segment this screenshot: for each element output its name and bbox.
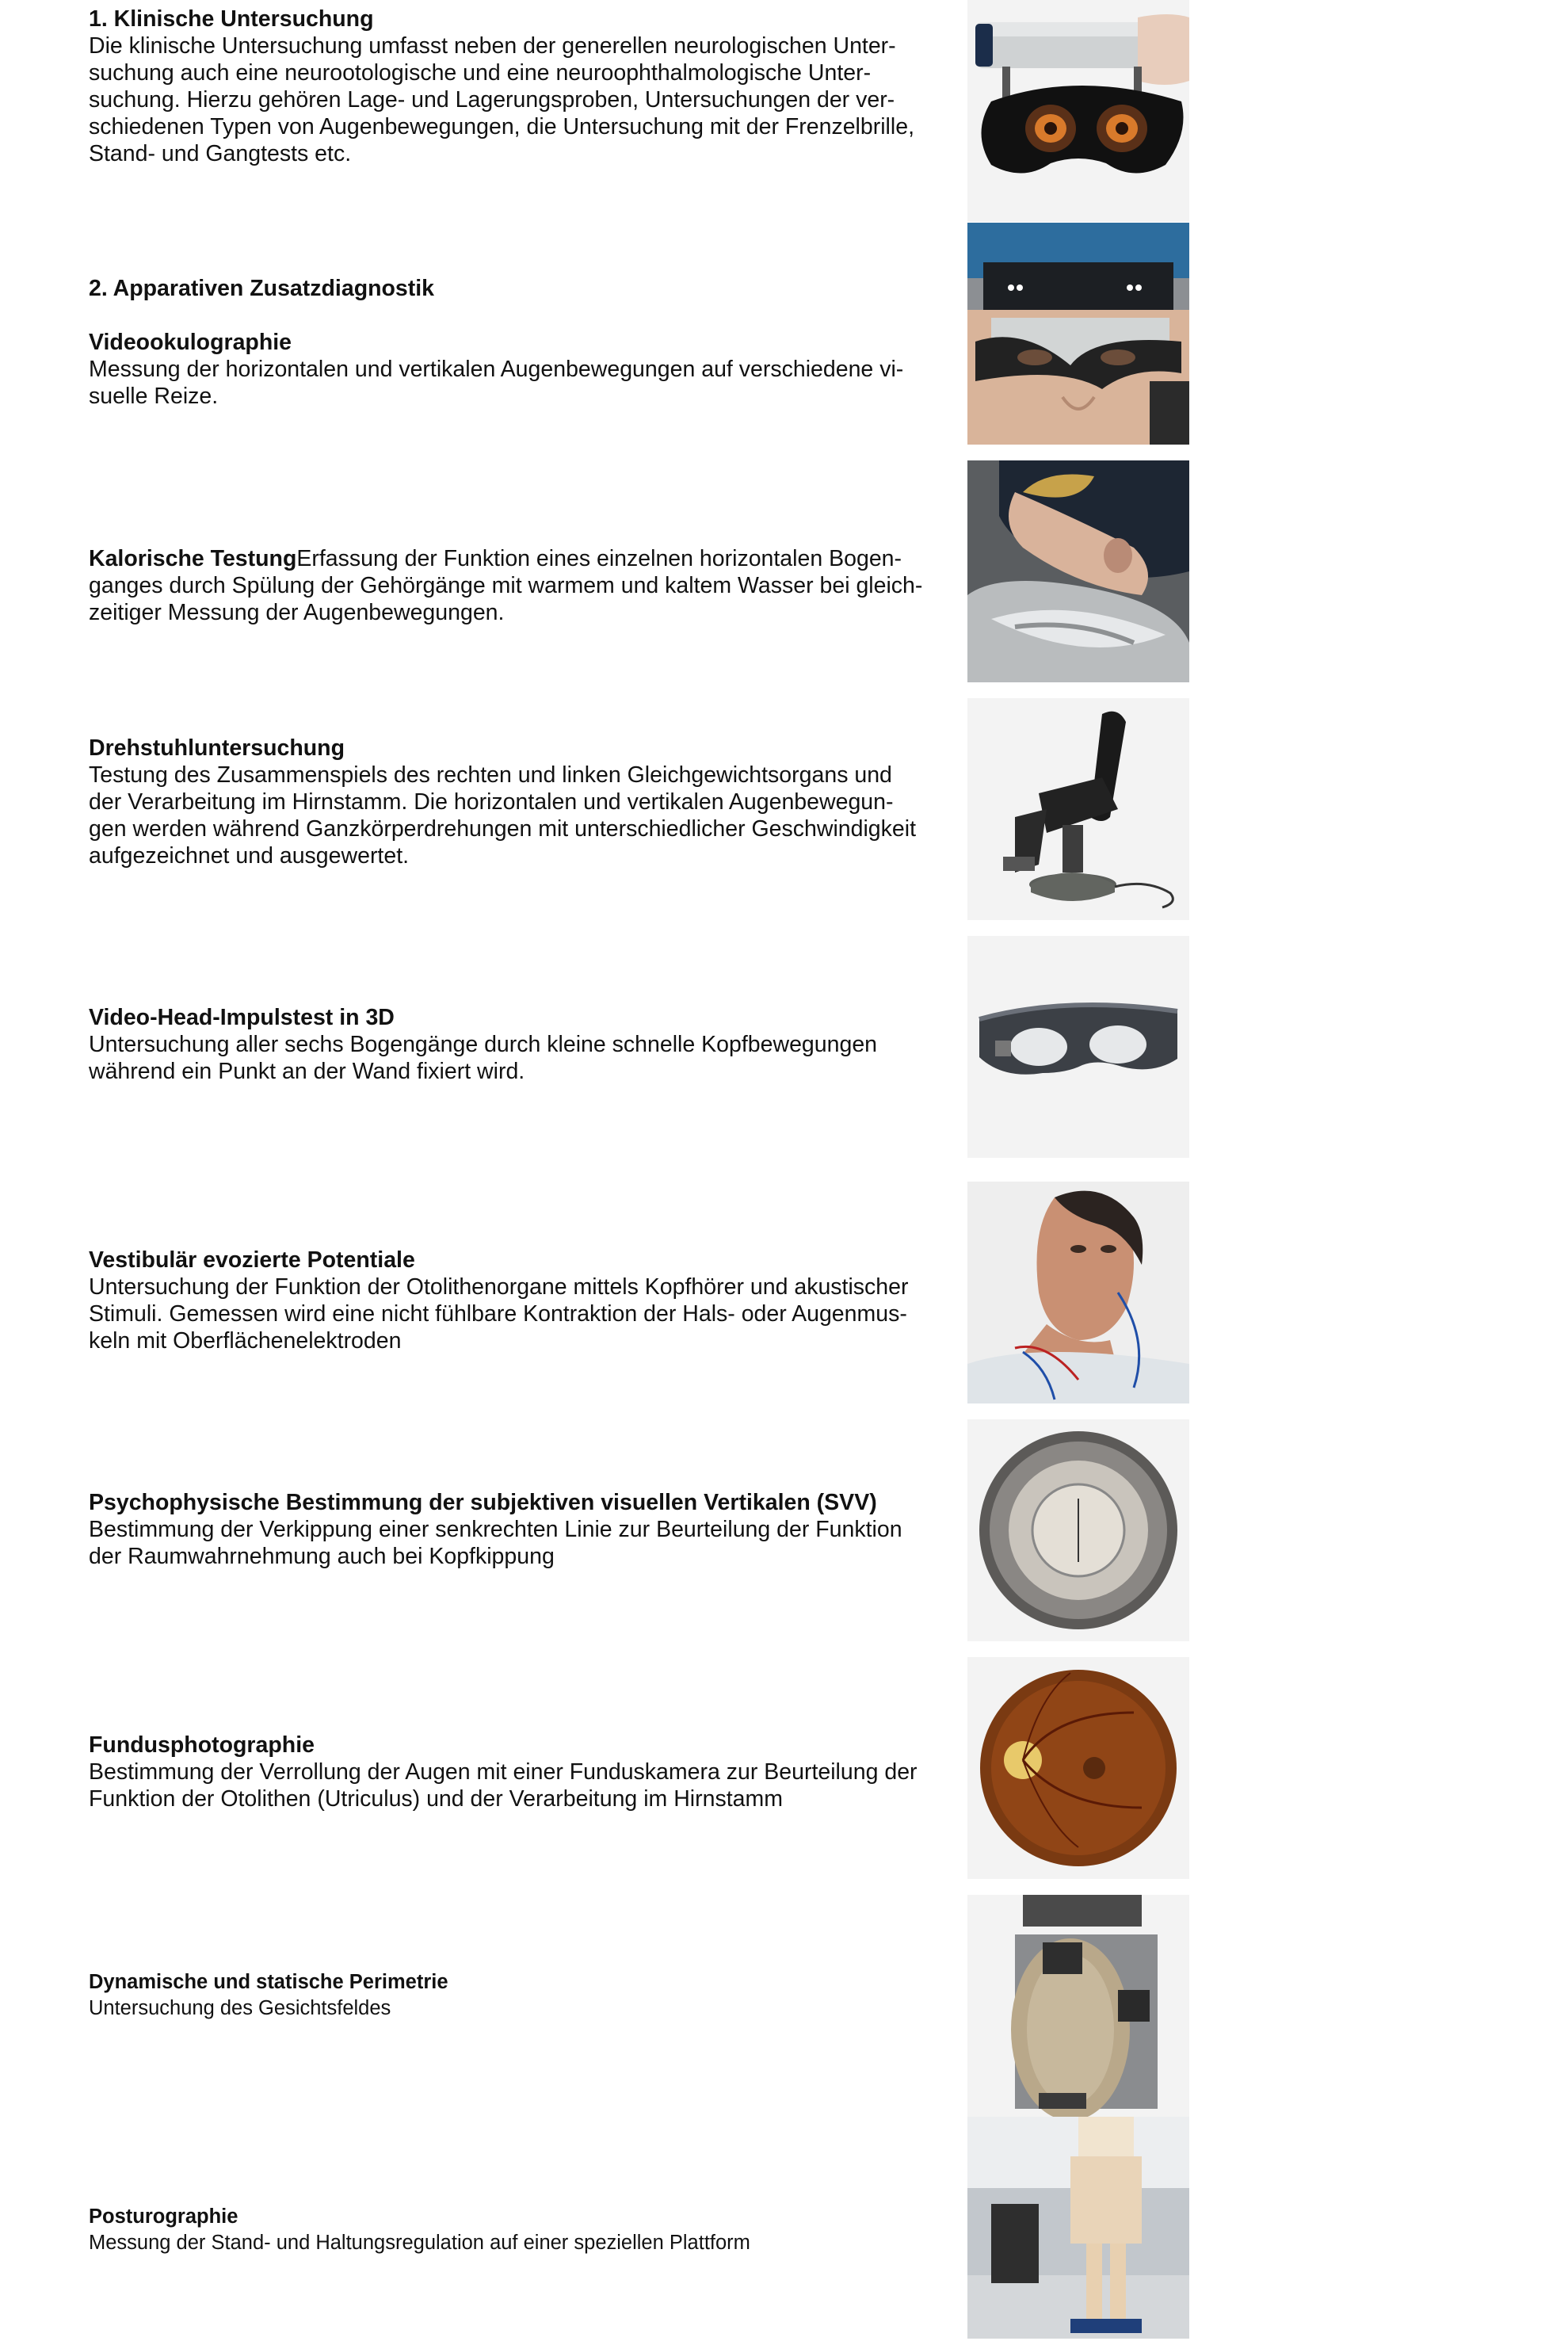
subsection-heading: Videookulographie bbox=[89, 330, 292, 355]
section-heading: Vestibulär evozierte Potentiale bbox=[89, 1247, 415, 1273]
section-text: Messung der Stand- und Haltungsregulation auf einer speziellen Plattform bbox=[89, 2232, 750, 2254]
section-heading: 1. Klinische Untersuchung bbox=[89, 6, 374, 32]
section-heading: Drehstuhluntersuchung bbox=[89, 735, 345, 761]
section-heading: Posturographie bbox=[89, 2205, 238, 2228]
section-text: Testung des Zusammenspiels des rechten und linken Gleichgewichtsorgans und der Verarbeitung im Hirnstamm. Die horizontalen und vertikalen Augenbewegun- gen werden während Ganzkörperdrehungen mit unterschiedlicher Geschwindigkeit aufgezeichnet und ausgewertet. bbox=[89, 762, 917, 869]
section-apparative-zusatzdiagnostik bbox=[89, 275, 929, 410]
section-heading: 2. Apparativen Zusatzdiagnostik bbox=[89, 276, 435, 301]
section-heading: Dynamische und statische Perimetrie bbox=[89, 1971, 448, 1993]
section-text: Untersuchung der Funktion der Otolithenorgane mittels Kopfhörer und akustischer Stimuli. Gemessen wird eine nicht fühlbare Kontraktion der Hals- oder Augenmus- keln mit Oberflächenelektroden bbox=[89, 1274, 909, 1354]
section-vestibulaer-evozierte-potentiale bbox=[89, 1247, 929, 1354]
section-heading: Video-Head-Impulstest in 3D bbox=[89, 1005, 395, 1030]
section-text: Untersuchung aller sechs Bogengänge durch kleine schnelle Kopfbewegungen während ein Punkt an der Wand fixiert wird. bbox=[89, 1032, 878, 1084]
svv-cylinder-photo bbox=[967, 1419, 1189, 1641]
section-heading: Fundusphotographie bbox=[89, 1732, 315, 1758]
section-heading: Kalorische Testung bbox=[89, 546, 297, 571]
section-drehstuhluntersuchung bbox=[89, 735, 929, 869]
section-text: Die klinische Untersuchung umfasst neben der generellen neurologischen Unter- suchung auch eine neurootologische und eine neuroophthalmologische Unter- suchung. Hierzu gehören Lage- und Lagerungsproben, Untersuchungen der ver- schiedenen Typen von Augenbewegungen, die Untersuchung mit der Frenzelbrille, Stand- und Gangtests etc. bbox=[89, 33, 914, 166]
caloric-irrigation-photo bbox=[967, 460, 1189, 682]
vemp-patient-photo bbox=[967, 1182, 1189, 1403]
section-posturographie bbox=[89, 2204, 929, 2256]
section-text: Erfassung der Funktion eines einzelnen horizontalen Bogen- ganges durch Spülung der Gehörgänge mit warmem und kaltem Wasser bei gleich- zeitiger Messung der Augenbewegungen. bbox=[89, 546, 923, 625]
section-text: Bestimmung der Verrollung der Augen mit einer Funduskamera zur Beurteilung der Funktion der Otolithen (Utriculus) und der Verarbeitung im Hirnstamm bbox=[89, 1759, 918, 1812]
section-kalorische-testung bbox=[89, 545, 929, 626]
section-text: Untersuchung des Gesichtsfeldes bbox=[89, 1997, 391, 2019]
video-goggles-face-photo bbox=[967, 223, 1189, 445]
subsection-text: Messung der horizontalen und vertikalen Augenbewegungen auf verschiedene vi- suelle Reize. bbox=[89, 357, 904, 409]
rotary-chair-photo bbox=[967, 698, 1189, 920]
fundus-photo bbox=[967, 1657, 1189, 1879]
section-perimetrie bbox=[89, 1969, 929, 2022]
section-klinische-untersuchung bbox=[89, 6, 929, 167]
frenzel-goggles-photo bbox=[967, 0, 1189, 222]
head-impulse-goggles-photo bbox=[967, 936, 1189, 1158]
section-svv bbox=[89, 1489, 929, 1570]
posturography-photo bbox=[967, 2117, 1189, 2339]
perimeter-device-photo bbox=[967, 1895, 1189, 2117]
section-heading: Psychophysische Bestimmung der subjektiven visuellen Vertikalen (SVV) bbox=[89, 1490, 877, 1515]
section-fundusphotographie bbox=[89, 1732, 929, 1812]
section-video-head-impulstest bbox=[89, 1004, 929, 1085]
section-text: Bestimmung der Verkippung einer senkrechten Linie zur Beurteilung der Funktion der Raumwahrnehmung auch bei Kopfkippung bbox=[89, 1517, 902, 1569]
